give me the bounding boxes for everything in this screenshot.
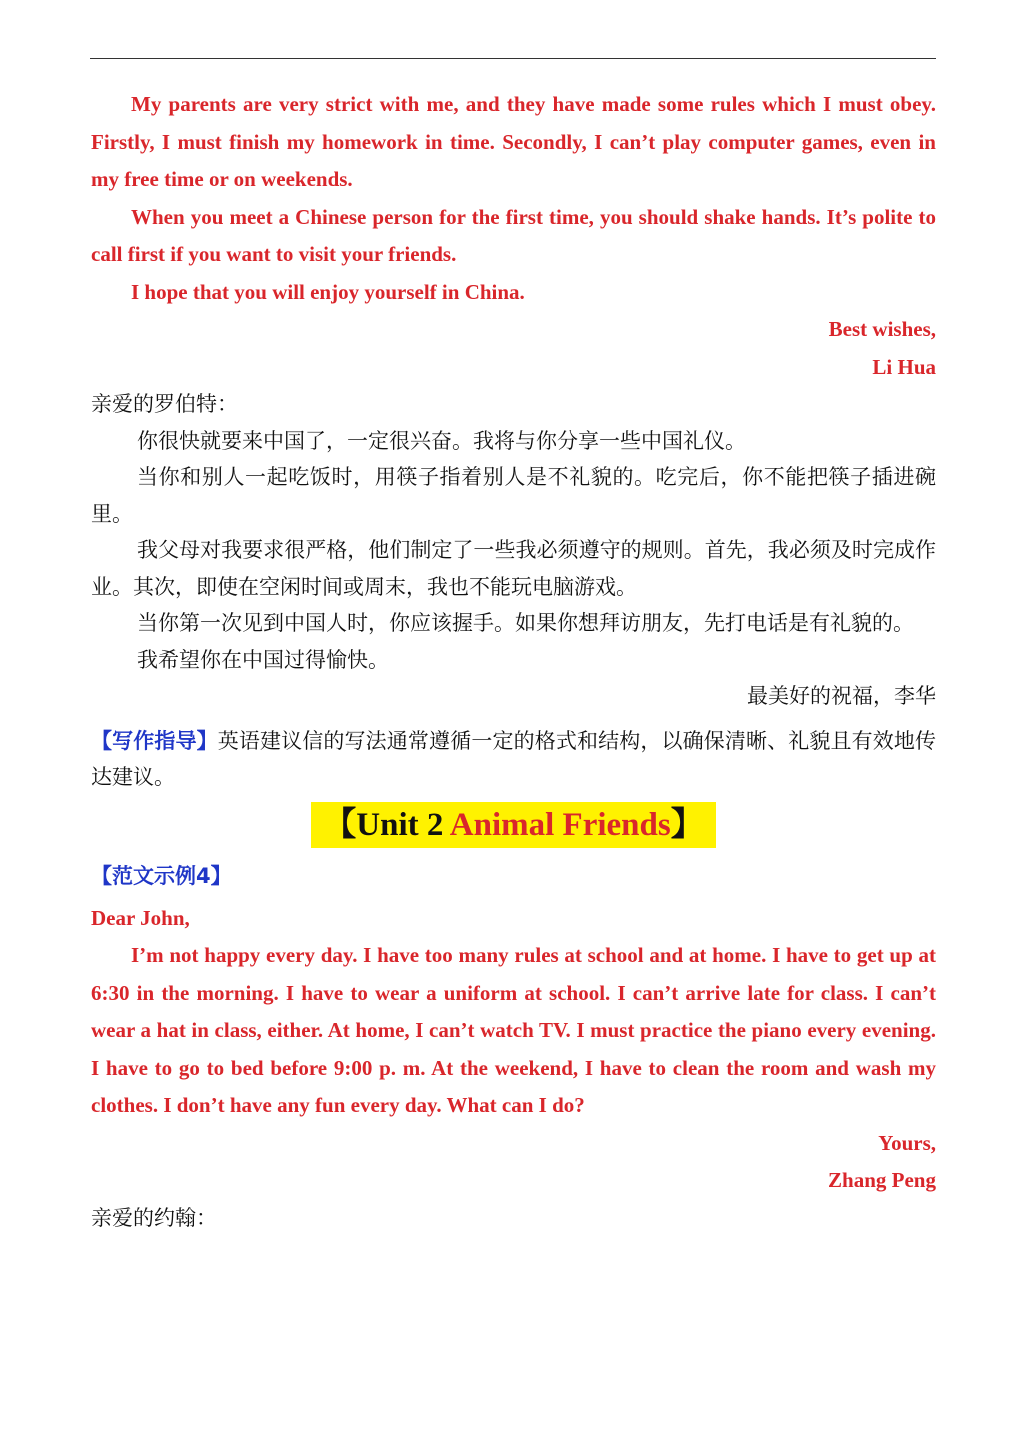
translation1-paragraph: 当你和别人一起吃饭时，用筷子指着别人是不礼貌的。吃完后，你不能把筷子插进碗里。 (91, 465, 936, 526)
unit-banner-open: 【Unit 2 (323, 806, 450, 843)
translation1-paragraph: 我希望你在中国过得愉快。 (137, 647, 389, 672)
example4-signature: Zhang Peng (828, 1168, 936, 1192)
letter1-signature: Li Hua (872, 354, 936, 379)
example4-body: I’m not happy every day. I have too many rules at school and at home. I have to get up at 6:30 in the morning. I have to wear a uniform at school. I can’t arrive late for class. I can’t wear a hat in class, either. At home, I can’t watch TV. I must practice the piano every evening. I have to go to bed before 9:00 p. m. At the weekend, I have to clean the room and wash my clothes. I don’t have any fun every day. What can I do? (91, 943, 936, 1117)
translation1-closing: 最美好的祝福，李华 (747, 684, 936, 708)
translation1-paragraph: 我父母对我要求很严格，他们制定了一些我必须遵守的规则。首先，我必须及时完成作业。其次，即使在空闲时间或周末，我也不能玩电脑游戏。 (91, 538, 936, 599)
writing-guide-text: 英语建议信的写法通常遵循一定的格式和结构，以确保清晰、礼貌且有效地传达建议。 (91, 728, 937, 789)
unit-banner-wrap (91, 802, 936, 848)
unit-banner-title: Animal Friends (449, 806, 671, 843)
example4-salutation: Dear John, (91, 905, 190, 930)
translation1-paragraph: 你很快就要来中国了，一定很兴奋。我将与你分享一些中国礼仪。 (137, 428, 746, 453)
writing-guide-label: 【写作指导】 (91, 728, 218, 753)
unit-banner-close: 】 (670, 806, 704, 843)
translation1-salutation: 亲爱的罗伯特： (91, 392, 238, 416)
letter1-paragraph-rules: My parents are very strict with me, and they have made some rules which I must obey. Firstly, I must finish my homework in time. Secondly, I can’t play computer games, even in my free time or on weekends. (91, 92, 936, 191)
translation1-paragraph: 当你第一次见到中国人时，你应该握手。如果你想拜访朋友，先打电话是有礼貌的。 (137, 611, 914, 635)
header-rule (90, 58, 936, 59)
letter1-closing: Best wishes, (828, 317, 936, 341)
writing-guide (91, 723, 936, 796)
example4-closing: Yours, (878, 1130, 936, 1155)
letter1-paragraph-meeting: When you meet a Chinese person for the first time, you should shake hands. It’s polite to call first if you want to visit your friends. (91, 204, 936, 266)
example4-label: 【范文示例4】 (91, 863, 232, 888)
page-content (91, 86, 936, 1236)
translation4-salutation: 亲爱的约翰： (91, 1205, 217, 1230)
letter1-paragraph-hope: I hope that you will enjoy yourself in China. (131, 279, 525, 304)
unit-banner (311, 802, 715, 848)
